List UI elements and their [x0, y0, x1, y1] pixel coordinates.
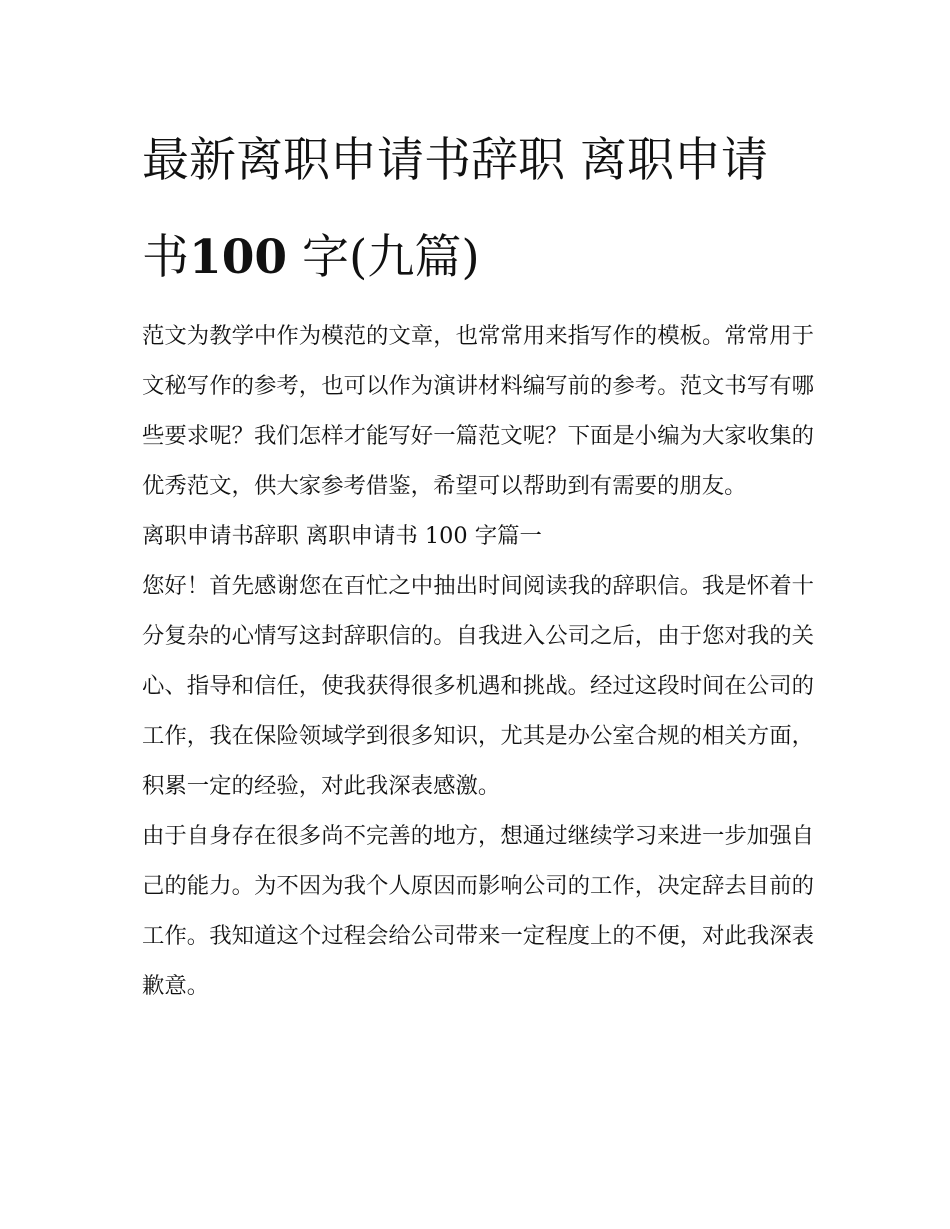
- document-page: [142, 112, 814, 1011]
- document-body: [142, 311, 814, 1011]
- letter-paragraph-2: 由于自身存在很多尚不完善的地方，想通过继续学习来进一步加强自己的能力。为不因为我个人原因而影响公司的工作，决定辞去目前的工作。我知道这个过程会给公司带来一定程度上的不便，对此我深表歉意。: [142, 823, 814, 999]
- title-text-end: 字(九篇): [287, 230, 480, 285]
- intro-paragraph: 范文为教学中作为模范的文章，也常常用来指写作的模板。常常用于文秘写作的参考，也可以作为演讲材料编写前的参考。范文书写有哪些要求呢？我们怎样才能写好一篇范文呢？下面是小编为大家收集的优秀范文，供大家参考借鉴，希望可以帮助到有需要的朋友。: [142, 323, 814, 499]
- title-text-start: 最新离职申请书辞职 离职申请书: [142, 133, 768, 285]
- letter-paragraph-1: 您好！首先感谢您在百忙之中抽出时间阅读我的辞职信。我是怀着十分复杂的心情写这封辞职信的。自我进入公司之后，由于您对我的关心、指导和信任，使我获得很多机遇和挑战。经过这段时间在公司的工作，我在保险领域学到很多知识，尤其是办公室合规的相关方面，积累一定的经验，对此我深表感激。: [142, 573, 814, 799]
- document-title: [142, 112, 814, 306]
- section-heading: 离职申请书辞职 离职申请书 100 字篇一: [142, 523, 542, 549]
- title-number: 100: [189, 230, 288, 285]
